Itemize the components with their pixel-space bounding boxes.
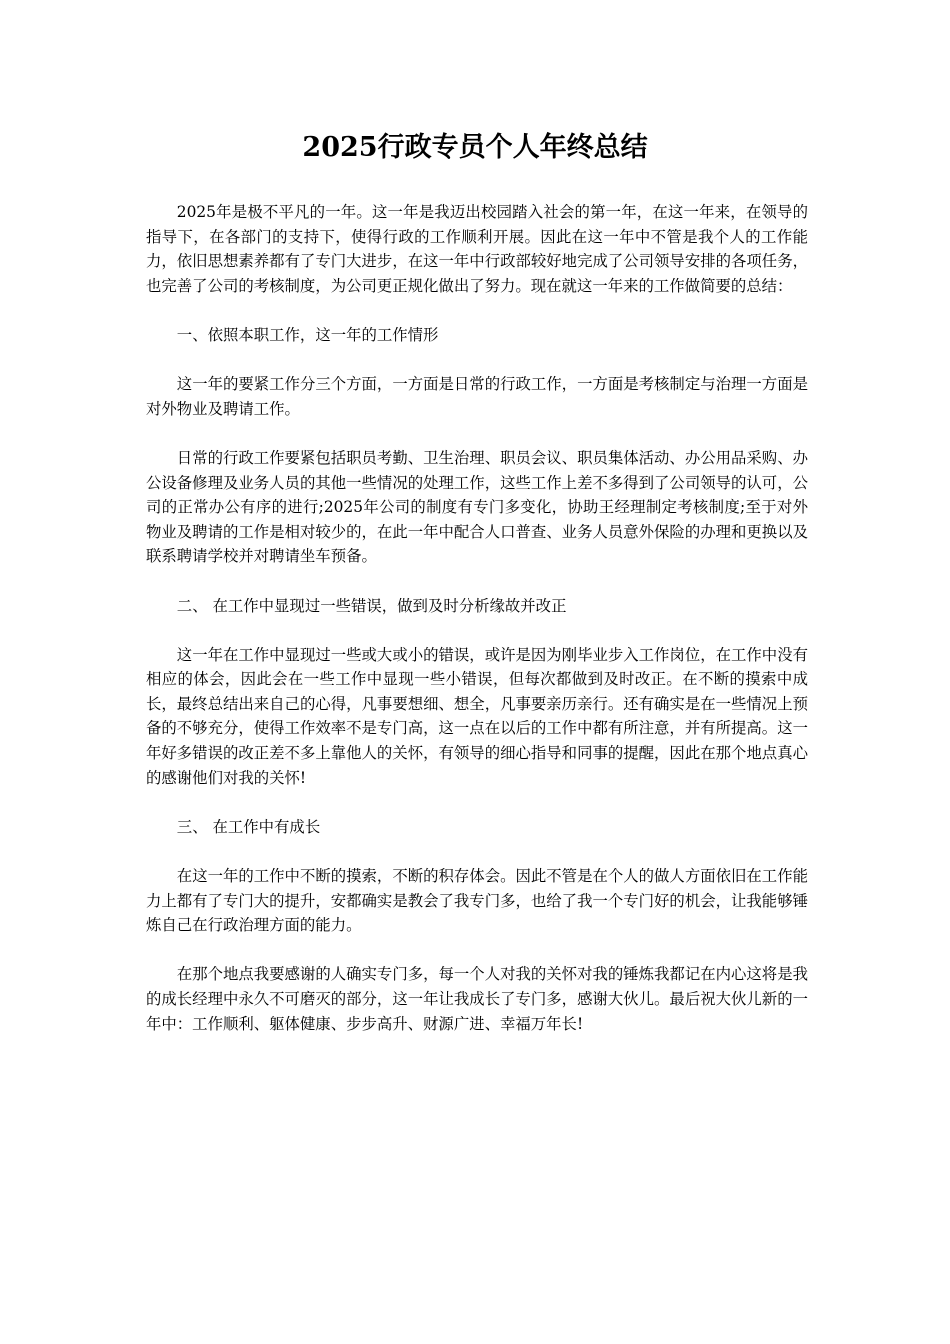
section-heading-3: 三、 在工作中有成长 [176,817,321,836]
section-heading-2: 二、 在工作中显现过一些错误，做到及时分析缘故并改正 [176,596,567,615]
document-title: 2025行政专员个人年终总结 [302,132,648,163]
paragraph-thanks: 在那个地点我要感谢的人确实专门多，每一个人对我的关怀对我的锤炼我都记在内心这将是我的成长经理中永久不可磨灭的部分，这一年让我成长了专门多，感谢大伙儿。最后祝大伙儿新的一年中：工作顺利、躯体健康、步步高升、财源广进、幸福万年长! [146,965,808,1033]
document-body [146,200,808,1061]
section-heading-1: 一、依照本职工作，这一年的工作情形 [176,325,439,344]
paragraph-growth: 在这一年的工作中不断的摸索，不断的积存体会。因此不管是在个人的做人方面依旧在工作能力上都有了专门大的提升，安都确实是教会了我专门多，也给了我一个专门好的机会，让我能够锤炼自己在行政治理方面的能力。 [146,867,808,935]
paragraph-daily-admin: 日常的行政工作要紧包括职员考勤、卫生治理、职员会议、职员集体活动、办公用品采购、办公设备修理及业务人员的其他一些情况的处理工作，这些工作上差不多得到了公司领导的认可，公司的正常办公有序的进行;2025年公司的制度有专门多变化，协助王经理制定考核制度;至于对外物业及聘请的工作是相对较少的，在此一年中配合人口普查、业务人员意外保险的办理和更换以及联系聘请学校并对聘请坐车预备。 [146,448,808,566]
paragraph-mistakes: 这一年在工作中显现过一些或大或小的错误，或许是因为刚毕业步入工作岗位，在工作中没有相应的体会，因此会在一些工作中显现一些小错误，但每次都做到及时改正。在不断的摸索中成长，最终总结出来自己的心得，凡事要想细、想全，凡事要亲历亲行。还有确实是在一些情况上预备的不够充分，使得工作效率不是专门高，这一点在以后的工作中都有所注意，并有所提高。这一年好多错误的改正差不多上靠他人的关怀，有领导的细心指导和同事的提醒，因此在那个地点真心的感谢他们对我的关怀! [146,645,808,787]
paragraph-work-overview: 这一年的要紧工作分三个方面，一方面是日常的行政工作，一方面是考核制定与治理一方面是对外物业及聘请工作。 [146,375,808,418]
paragraph-intro: 2025年是极不平凡的一年。这一年是我迈出校园踏入社会的第一年，在这一年来，在领导的指导下，在各部门的支持下，使得行政的工作顺利开展。因此在这一年中不管是我个人的工作能力，依旧思想素养都有了专门大进步，在这一年中行政部较好地完成了公司领导安排的各项任务，也完善了公司的考核制度，为公司更正规化做出了努力。现在就这一年来的工作做简要的总结： [146,203,808,295]
